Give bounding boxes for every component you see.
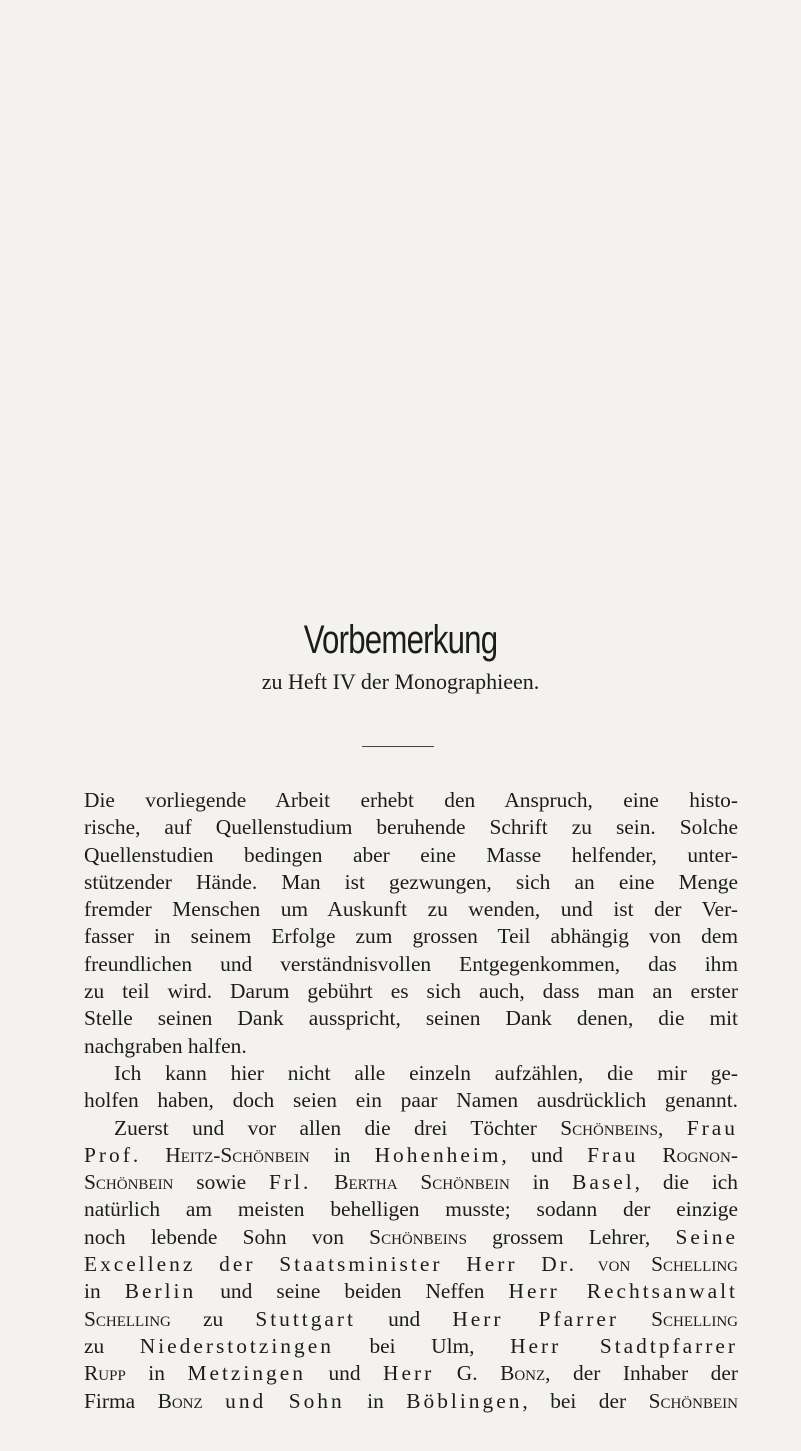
text-line: fasser in seinem Erfolge zum grossen Teil abhängig von dem — [84, 924, 738, 949]
text-line: holfen haben, doch seien ein paar Namen ausdrücklich genannt. — [84, 1088, 738, 1113]
person-name: von Schelling — [597, 1252, 738, 1277]
text-line: noch lebende Sohn von Schönbeins grossem Lehrer, Seine — [84, 1224, 738, 1249]
page-subtitle: zu Heft IV der Monographieen. — [261, 669, 540, 694]
text-line: stützender Hände. Man ist gezwungen, sich an eine Menge — [84, 869, 738, 894]
text-line: nachgraben halfen. — [84, 1033, 247, 1058]
text-line: zu teil wird. Darum gebührt es sich auch, dass man an erster — [84, 979, 738, 1004]
text-line: Quellenstudien bedingen aber eine Masse helfender, unter- — [84, 842, 738, 867]
person-name: Heitz-Schönbein — [165, 1142, 310, 1167]
person-name: Rognon- — [662, 1142, 738, 1167]
place-name: Hohenheim — [374, 1142, 502, 1167]
text-line: rische, auf Quellenstudium beruhende Schrift zu sein. Solche — [84, 815, 738, 840]
person-name: Bonz — [500, 1361, 546, 1386]
text-line: Excellenz der Staatsminister Herr Dr. von Schelling — [84, 1252, 738, 1277]
place-name: Niederstotzingen — [139, 1333, 334, 1358]
section-divider — [362, 746, 434, 747]
text-line: Schelling zu Stuttgart und Herr Pfarrer Schelling — [84, 1306, 739, 1331]
person-name: Bertha Schönbein — [334, 1170, 510, 1195]
person-name: Schelling — [651, 1306, 739, 1331]
text-line: natürlich am meisten behelligen musste; sodann der einzige — [84, 1197, 738, 1222]
text-line: in Berlin und seine beiden Neffen Herr Rechtsanwalt — [84, 1279, 738, 1304]
text-line: Prof. Heitz-Schönbein in Hohenheim, und Frau Rognon- — [84, 1142, 738, 1167]
text-line: Stelle seinen Dank ausspricht, seinen Dank denen, die mit — [84, 1006, 738, 1031]
person-name: Schelling — [84, 1306, 171, 1331]
page-title: Vorbemerkung — [303, 618, 498, 662]
text-line: Die vorliegende Arbeit erhebt den Anspruch, eine histo- — [84, 788, 738, 812]
person-name: Schönbein — [648, 1388, 738, 1413]
place-name: Stuttgart — [255, 1306, 356, 1331]
person-name: Rupp — [84, 1361, 126, 1386]
text-line: Firma Bonz und Sohn in Böblingen, bei der Schönbein — [84, 1388, 738, 1413]
text-line: freundlichen und verständnisvollen Entgegenkommen, das ihm — [84, 951, 738, 976]
text-line: zu Niederstotzingen bei Ulm, Herr Stadtpfarrer — [84, 1333, 738, 1358]
person-name: Schönbeins — [560, 1115, 659, 1140]
place-name: Metzingen — [187, 1361, 306, 1386]
body-text — [84, 787, 738, 1415]
text-line: Zuerst und vor allen die drei Töchter Schönbeins, Frau — [114, 1115, 738, 1140]
text-line: Schönbein sowie Frl. Bertha Schönbein in Basel, die ich — [84, 1170, 738, 1195]
person-name: Schönbeins — [369, 1224, 467, 1249]
place-name: Berlin — [124, 1279, 197, 1304]
place-name: Böblingen — [406, 1388, 523, 1413]
person-name: Schönbein — [84, 1170, 174, 1195]
person-name: Bonz — [157, 1388, 203, 1413]
place-name: Basel — [572, 1170, 635, 1195]
text-line: Rupp in Metzingen und Herr G. Bonz, der Inhaber der — [84, 1361, 738, 1386]
text-line: fremder Menschen um Auskunft zu wenden, und ist der Ver- — [84, 897, 738, 922]
text-line: Ich kann hier nicht alle einzeln aufzählen, die mir ge- — [114, 1060, 738, 1085]
